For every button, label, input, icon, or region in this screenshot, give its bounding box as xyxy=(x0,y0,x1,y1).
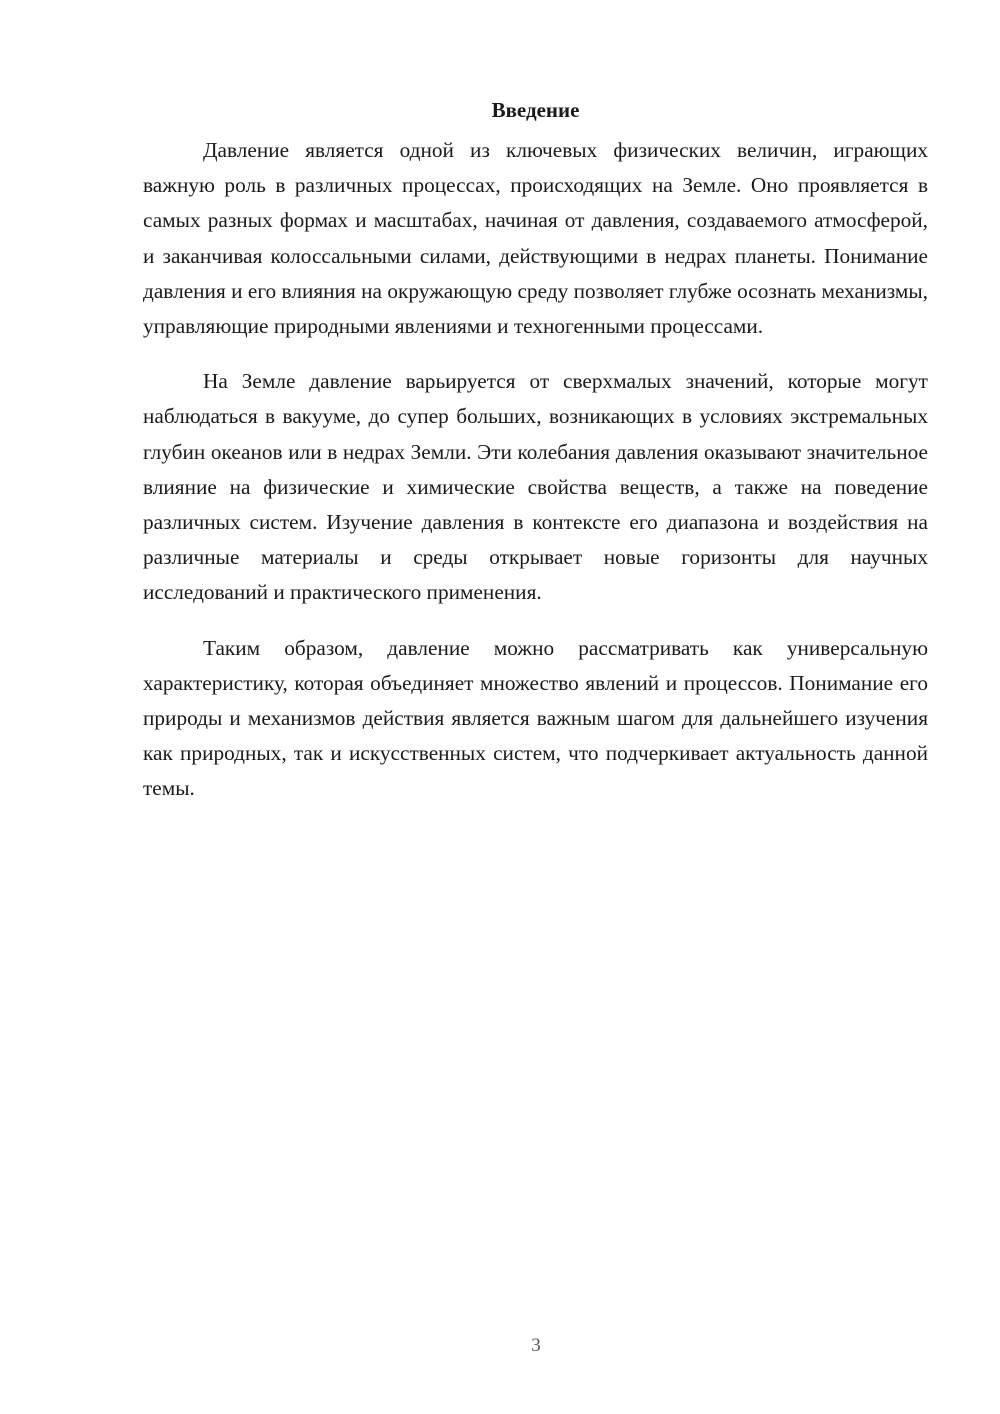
paragraph-1: Давление является одной из ключевых физических величин, играющих важную роль в различных процессах, происходящих на Земле. Оно проявляется в самых разных формах и масштабах, начиная от давления, создаваемого атмосферой, и заканчивая колоссальными силами, действующими в недрах планеты. Понимание давления и его влияния на окружающую среду позволяет глубже осознать механизмы, управляющие природными явлениями и техногенными процессами. xyxy=(143,138,928,339)
page-content xyxy=(143,94,928,827)
page-number: 3 xyxy=(531,1335,541,1356)
paragraph-3: Таким образом, давление можно рассматривать как универсальную характеристику, которая объединяет множество явлений и процессов. Понимание его природы и механизмов действия является важным шагом для дальнейшего изучения как природных, так и искусственных систем, что подчеркивает актуальность данной темы. xyxy=(143,635,928,801)
paragraph-2: На Земле давление варьируется от сверхмалых значений, которые могут наблюдаться в вакууме, до супер больших, возникающих в условиях экстремальных глубин океанов или в недрах Земли. Эти колебания давления оказывают значительное влияние на физические и химические свойства веществ, а также на поведение различных систем. Изучение давления в контексте его диапазона и воздействия на различные материалы и среды открывает новые горизонты для научных исследований и практического применения. xyxy=(143,369,928,605)
section-heading: Введение xyxy=(491,98,580,122)
